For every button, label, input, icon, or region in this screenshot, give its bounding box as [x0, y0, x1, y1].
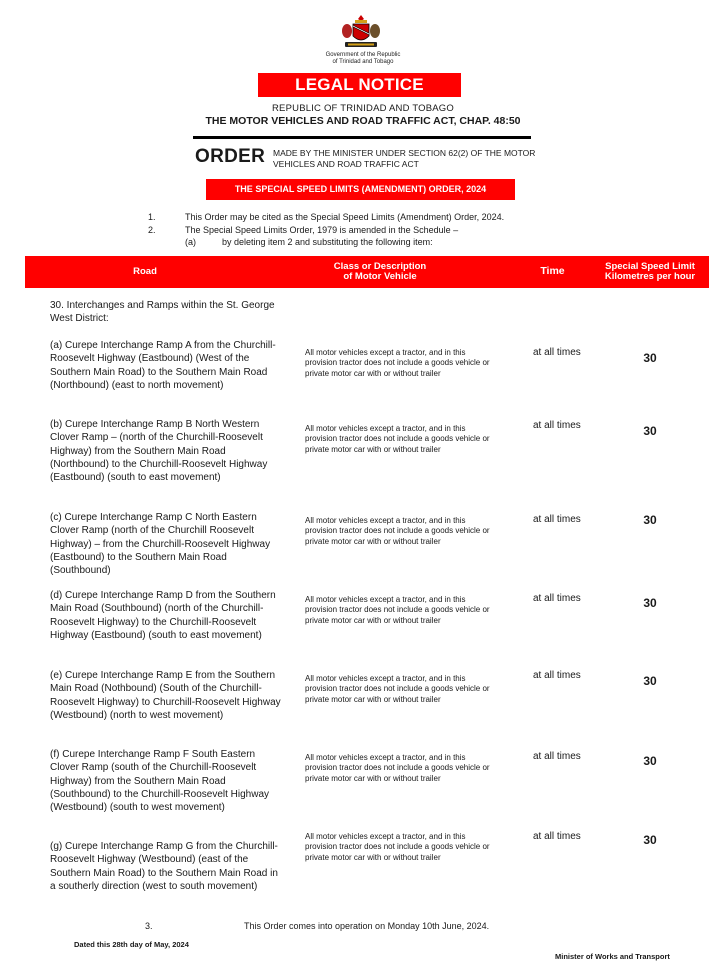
clause-3-number: 3.	[145, 921, 153, 931]
col-time-header: Time	[540, 265, 565, 277]
col-class-header-line-2: of Motor Vehicle	[343, 271, 417, 282]
row-e-vehicle: All motor vehicles except a tractor, and in this provision tractor does not include a goods vehicle or private motor car with or without trailer	[305, 674, 490, 704]
clause-2a-text: by deleting item 2 and substituting the following item:	[222, 237, 433, 247]
row-b-road: (b) Curepe Interchange Ramp B North Western Clover Ramp – (north of the Churchill-Roosevelt Highway) from the Southern Main Road (Northbound) to the Churchill-Roosevelt Highway (Eastbound) (south to east movement)	[50, 419, 268, 484]
order-title-banner: THE SPECIAL SPEED LIMITS (AMENDMENT) ORDER, 2024	[206, 179, 515, 200]
row-b-limit: 30	[643, 424, 657, 438]
col-limit-header-line-1: Special Speed Limit	[605, 261, 695, 272]
government-line-1: Government of the Republic	[325, 52, 401, 58]
clause-1-text: This Order may be cited as the Special Speed Limits (Amendment) Order, 2024.	[185, 212, 505, 222]
row-e-road: (e) Curepe Interchange Ramp E from the Southern Main Road (Nothbound) (South of the Churchill-Roosevelt Highway) to Churchill-Roosevelt Highway (Westbound) (north to west movement)	[50, 670, 281, 721]
row-g-limit: 30	[643, 833, 657, 847]
row-c-road: (c) Curepe Interchange Ramp C North Eastern Clover Ramp (north of the Churchill Roosevelt Highway) – from the Churchill-Roosevelt Highway (Eastbound) to the Southern Main Road (Southbound)	[50, 512, 271, 577]
row-c-limit: 30	[643, 513, 657, 527]
divider	[193, 136, 531, 139]
row-d-vehicle: All motor vehicles except a tractor, and in this provision tractor does not include a goods vehicle or private motor car with or without trailer	[305, 595, 490, 625]
government-label	[300, 52, 426, 66]
row-g-time: at all times	[533, 831, 581, 842]
order-made-by: MADE BY THE MINISTER UNDER SECTION 62(2) OF THE MOTOR VEHICLES AND ROAD TRAFFIC ACT	[273, 148, 536, 169]
row-d-road: (d) Curepe Interchange Ramp D from the Southern Main Road (Southbound) (north of the Churchill-Roosevelt Highway) to the Churchill-Roosevelt Highway (Eastbound) (south to east movement)	[50, 590, 276, 641]
row-a-vehicle: All motor vehicles except a tractor, and in this provision tractor does not include a goods vehicle or private motor car with or without trailer	[305, 348, 490, 378]
row-f-road: (f) Curepe Interchange Ramp F South Eastern Clover Ramp (south of the Churchill-Roosevelt Highway) from the Southern Main Road (Southbound) to the Churchill-Roosevelt Highway (Westbound) (south to west movement)	[50, 749, 270, 814]
row-e-time: at all times	[533, 670, 581, 681]
coat-of-arms-icon	[339, 14, 383, 50]
clause-2-text: The Special Speed Limits Order, 1979 is amended in the Schedule –	[185, 225, 459, 235]
row-a-road: (a) Curepe Interchange Ramp A from the Churchill-Roosevelt Highway (Eastbound) (West of the Southern Main Road) to the Southern Main Road (Northbound) (east to north movement)	[50, 340, 276, 391]
row-b-vehicle: All motor vehicles except a tractor, and in this provision tractor does not include a goods vehicle or private motor car with or without trailer	[305, 424, 490, 454]
col-class-header	[305, 262, 455, 282]
act-title: THE MOTOR VEHICLES AND ROAD TRAFFIC ACT, CHAP. 48:50	[205, 115, 521, 127]
row-g-road: (g) Curepe Interchange Ramp G from the Churchill-Roosevelt Highway (Westbound) (east of the Southern Main Road) to the Southern Main Road in a southerly direction (west to south movement)	[50, 841, 278, 892]
schedule-item-heading: 30. Interchanges and Ramps within the St. George West District:	[50, 300, 275, 325]
minister-signature: Minister of Works and Transport	[555, 952, 670, 961]
row-c-vehicle: All motor vehicles except a tractor, and in this provision tractor does not include a goods vehicle or private motor car with or without trailer	[305, 516, 490, 546]
row-b-time: at all times	[533, 420, 581, 431]
order-heading: ORDER	[195, 146, 266, 167]
republic-line: REPUBLIC OF TRINIDAD AND TOBAGO	[272, 103, 454, 114]
row-a-limit: 30	[643, 351, 657, 365]
row-d-limit: 30	[643, 596, 657, 610]
col-limit-header-line-2: Kilometres per hour	[604, 271, 696, 282]
row-c-time: at all times	[533, 514, 581, 525]
row-f-time: at all times	[533, 751, 581, 762]
clause-3-text: This Order comes into operation on Monday 10th June, 2024.	[244, 921, 490, 931]
dated-line: Dated this 28th day of May, 2024	[74, 940, 189, 949]
clause-2-number: 2.	[148, 225, 156, 235]
table-header	[25, 256, 709, 288]
row-f-limit: 30	[643, 754, 657, 768]
clause-1-number: 1.	[148, 212, 156, 222]
row-d-time: at all times	[533, 593, 581, 604]
legal-notice-banner: LEGAL NOTICE	[258, 73, 461, 97]
col-class-header-line-1: Class or Description	[333, 261, 427, 272]
row-g-vehicle: All motor vehicles except a tractor, and in this provision tractor does not include a goods vehicle or private motor car with or without trailer	[305, 832, 490, 862]
col-road-header: Road	[133, 266, 157, 277]
clause-2a-number: (a)	[185, 237, 196, 247]
government-line-2: of Trinidad and Tobago	[332, 59, 394, 65]
row-a-time: at all times	[533, 347, 581, 358]
col-limit-header	[600, 262, 700, 282]
row-e-limit: 30	[643, 674, 657, 688]
row-f-vehicle: All motor vehicles except a tractor, and in this provision tractor does not include a goods vehicle or private motor car with or without trailer	[305, 753, 490, 783]
